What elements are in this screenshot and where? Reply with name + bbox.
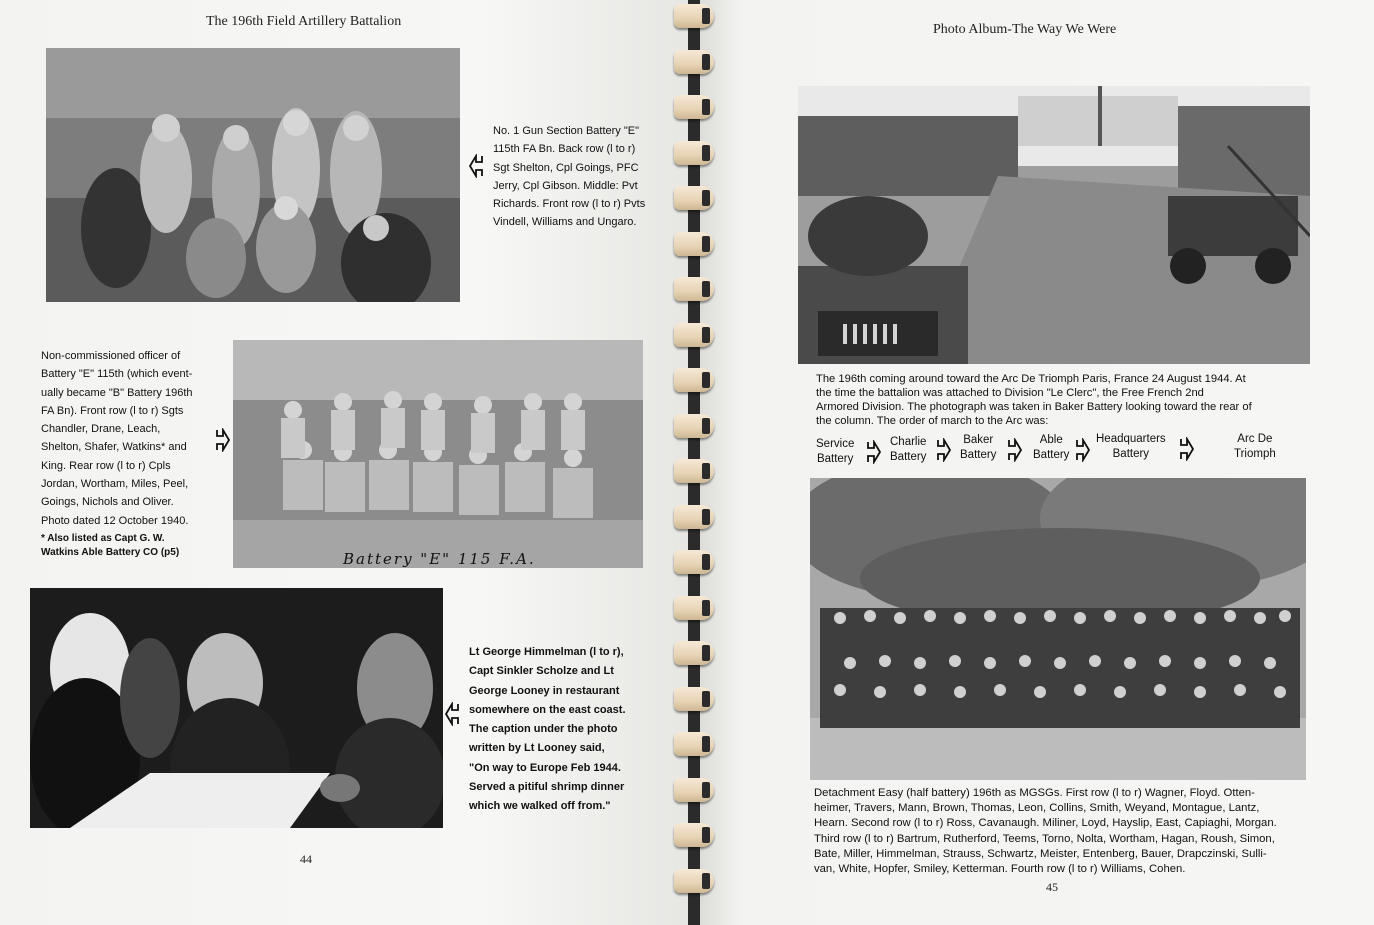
pointer-arrow-left-icon: [444, 702, 460, 726]
caption-line: Served a pitiful shrimp dinner: [469, 781, 625, 794]
caption-line: Bate, Miller, Himmelman, Strauss, Schwartz, Meister, Entenberg, Bauer, Drapczinski, Sulli-: [814, 847, 1267, 860]
caption-line: Hearn. Second row (l to r) Ross, Cavanaugh. Miliner, Loyd, Hayslip, East, Capiaghi, Morgan.: [814, 817, 1277, 830]
binding-ring-icon: [674, 4, 714, 28]
march-step-charlie: [890, 435, 926, 465]
running-head-left: The 196th Field Artillery Battalion: [206, 14, 402, 29]
binding-ring-icon: [674, 778, 714, 802]
march-step-headquarters: [1096, 432, 1166, 462]
march-arrow-icon: [936, 438, 952, 462]
caption-line: the column. The order of march to the Arc was:: [816, 415, 1049, 427]
caption-line: King. Rear row (l to r) Cpls: [41, 459, 171, 472]
pointer-arrow-right-icon: [215, 428, 231, 452]
right-page: [700, 0, 1374, 925]
caption-line: Capt Sinkler Scholze and Lt: [469, 665, 614, 678]
photo-paris-column: [798, 86, 1310, 364]
binding-ring-icon: [674, 596, 714, 620]
photo-restaurant: [30, 588, 443, 828]
caption-footnote: Watkins Able Battery CO (p5): [41, 546, 180, 558]
caption-line: Jordan, Wortham, Miles, Peel,: [41, 478, 189, 491]
binding-ring-icon: [674, 823, 714, 847]
order-of-march: [816, 432, 1336, 470]
march-step-label: Battery: [816, 453, 854, 465]
binding-ring-icon: [674, 277, 714, 301]
caption-line: The 196th coming around toward the Arc De Triomph Paris, France 24 August 1944. At: [816, 373, 1246, 385]
caption-line: Third row (l to r) Bartrum, Rutherford, Teems, Torno, Nolta, Wortham, Hagan, Roush, Simon,: [814, 832, 1275, 845]
running-head-right: Photo Album-The Way We Were: [933, 22, 1117, 37]
march-step-label: Arc De: [1237, 433, 1273, 445]
caption-line: Jerry, Cpl Gibson. Middle: Pvt: [493, 179, 638, 192]
caption-line: Armored Division. The photograph was taken in Baker Battery looking toward the rear of: [816, 401, 1252, 413]
march-arrow-icon: [866, 440, 882, 464]
caption-line: Photo dated 12 October 1940.: [41, 514, 189, 527]
march-step-label: Charlie: [890, 436, 927, 448]
caption-line: Richards. Front row (l to r) Pvts: [493, 198, 646, 211]
binding-ring-icon: [674, 368, 714, 392]
caption-line: Chandler, Drane, Leach,: [41, 423, 161, 436]
binding-ring-icon: [674, 732, 714, 756]
caption-line: Goings, Nichols and Oliver.: [41, 496, 174, 509]
page-number-right: 45: [1046, 880, 1058, 894]
caption-line: "On way to Europe Feb 1944.: [469, 761, 621, 774]
binding-ring-icon: [674, 641, 714, 665]
caption-line: Detachment Easy (half battery) 196th as MGSGs. First row (l to r) Wagner, Floyd. Otten-: [814, 787, 1255, 799]
march-step-label: Triomph: [1234, 448, 1276, 460]
page-number-left: 44: [300, 852, 312, 866]
caption-line: George Looney in restaurant: [469, 684, 620, 697]
march-step-label: Baker: [963, 434, 994, 446]
caption-line: Shelton, Shafer, Watkins* and: [41, 441, 187, 454]
caption-line: somewhere on the east coast.: [469, 703, 626, 716]
caption-line: the time the battalion was attached to Division "Le Clerc", the Free French 2nd: [816, 387, 1204, 399]
caption-line: ually became "B" Battery 196th: [41, 386, 193, 399]
caption-line: Sgt Shelton, Cpl Goings, PFC: [493, 161, 639, 174]
binding-ring-icon: [674, 95, 714, 119]
photo-gun-section: [46, 48, 460, 302]
march-step-label: Battery: [1112, 448, 1150, 460]
march-step-service: [816, 437, 854, 467]
march-step-baker: [960, 433, 996, 463]
caption-line: which we walked off from.": [469, 800, 611, 813]
photo-nco-group: [233, 340, 643, 568]
march-arrow-icon: [1179, 437, 1195, 461]
binding-ring-icon: [674, 550, 714, 574]
march-step-label: Battery: [1033, 449, 1070, 461]
march-arrow-icon: [1075, 438, 1091, 462]
binding-ring-icon: [674, 414, 714, 438]
march-step-label: Headquarters: [1096, 433, 1166, 445]
caption-line: The caption under the photo: [469, 723, 618, 736]
photo-detachment-easy: [810, 478, 1306, 780]
caption-detachment-easy: [814, 786, 1277, 877]
caption-restaurant: [469, 643, 626, 817]
caption-line: Battery "E" 115th (which event-: [41, 368, 193, 381]
handwritten-photo-label: Battery "E" 115 F.A.: [343, 550, 536, 568]
caption-line: heimer, Travers, Mann, Brown, Thomas, Leon, Collins, Smith, Weyand, Montague, Lantz,: [814, 802, 1260, 815]
caption-line: 115th FA Bn. Back row (l to r): [493, 143, 636, 156]
caption-line: Non-commissioned officer of: [41, 350, 181, 362]
binding-ring-icon: [674, 232, 714, 256]
pointer-arrow-left-icon: [468, 154, 484, 178]
march-step-label: Able: [1039, 434, 1063, 446]
caption-line: van, White, Hopfer, Smiley, Ketterman. Fourth row (l to r) Williams, Cohen.: [814, 863, 1186, 876]
caption-footnote: * Also listed as Capt G. W.: [41, 532, 165, 544]
binding-ring-icon: [674, 141, 714, 165]
caption-nco: [41, 347, 193, 560]
march-step-label: Battery: [960, 449, 997, 461]
caption-line: No. 1 Gun Section Battery "E": [493, 125, 639, 137]
binding-ring-icon: [674, 50, 714, 74]
caption-line: FA Bn). Front row (l to r) Sgts: [41, 404, 184, 417]
binding-ring-icon: [674, 323, 714, 347]
march-step-label: Service: [816, 438, 855, 450]
caption-line: written by Lt Looney said,: [469, 742, 605, 755]
march-step-arc: [1234, 432, 1276, 462]
binding-ring-icon: [674, 459, 714, 483]
march-step-able: [1033, 433, 1069, 463]
march-arrow-icon: [1007, 438, 1023, 462]
caption-paris: [816, 372, 1252, 428]
binding-ring-icon: [674, 687, 714, 711]
march-step-label: Battery: [890, 451, 927, 463]
binding-ring-icon: [674, 505, 714, 529]
caption-gun-section: [493, 122, 645, 232]
binding-ring-icon: [674, 869, 714, 893]
caption-line: Lt George Himmelman (l to r),: [469, 646, 624, 658]
caption-line: Vindell, Williams and Ungaro.: [493, 216, 637, 229]
binding-ring-icon: [674, 186, 714, 210]
